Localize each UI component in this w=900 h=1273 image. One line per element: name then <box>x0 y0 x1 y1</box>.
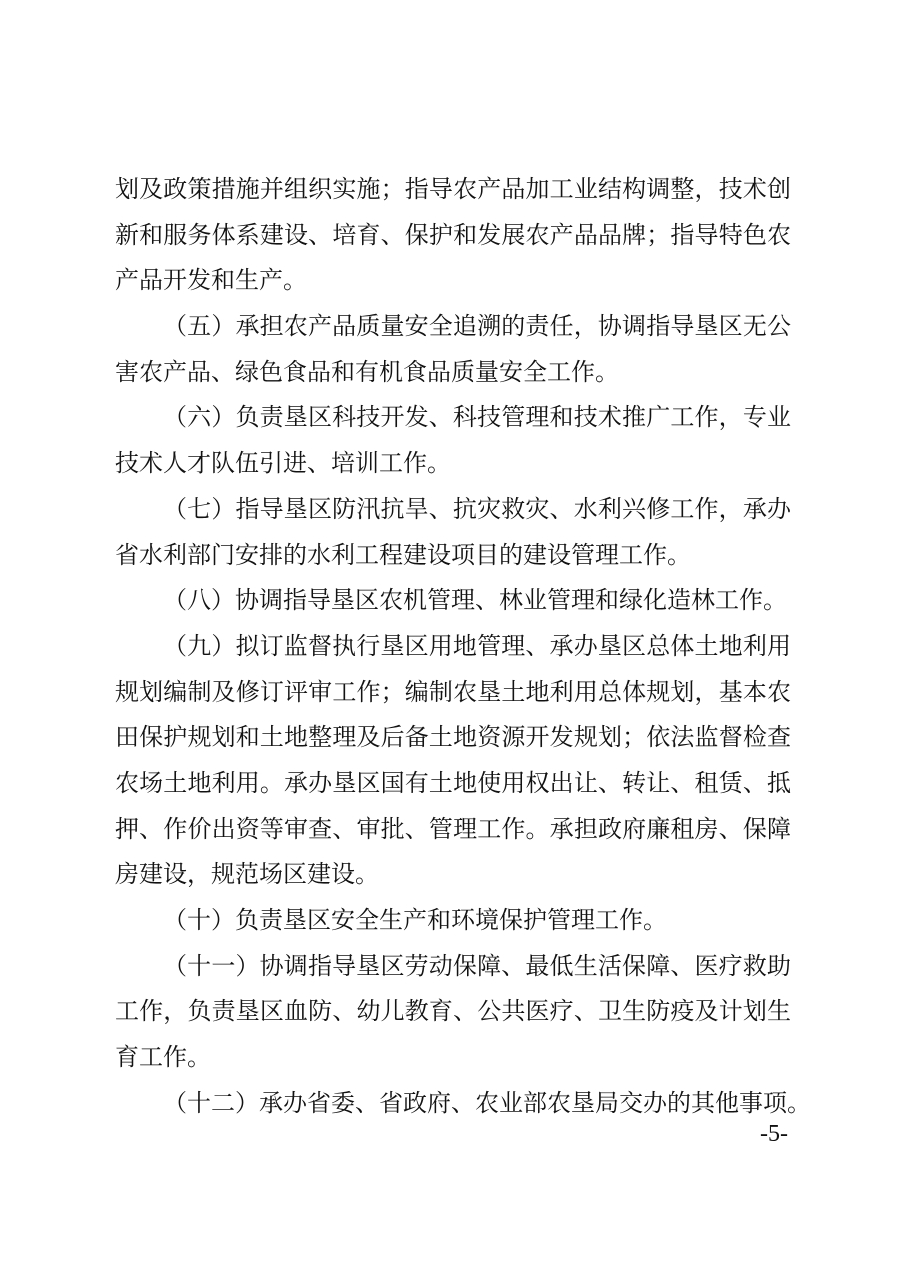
text-line: （七）指导垦区防汛抗旱、抗灾救灾、水利兴修工作，承办 <box>163 496 791 523</box>
text-line: （十）负责垦区安全生产和环境保护管理工作。 <box>163 908 667 934</box>
text-line: 新和服务体系建设、培育、保护和发展农产品品牌；指导特色农 <box>115 222 791 249</box>
text-line: 田保护规划和土地整理及后备土地资源开发规划；依法监督检查 <box>115 725 791 752</box>
text-line: （五）承担农产品质量安全追溯的责任，协调指导垦区无公 <box>163 314 791 341</box>
text-line: （十二）承办省委、省政府、农业部农垦局交办的其他事项。 <box>163 1090 811 1117</box>
text-line: 划及政策措施并组织实施；指导农产品加工业结构调整，技术创 <box>115 177 791 203</box>
text-line: 省水利部门安排的水利工程建设项目的建设管理工作。 <box>115 542 691 569</box>
document-body <box>115 168 811 1127</box>
text-line: 技术人才队伍引进、培训工作。 <box>115 451 451 478</box>
text-line: 害农产品、绿色食品和有机食品质量安全工作。 <box>115 359 619 386</box>
text-line: 产品开发和生产。 <box>115 268 307 295</box>
text-line: 工作，负责垦区血防、幼儿教育、公共医疗、卫生防疫及计划生 <box>115 999 791 1026</box>
text-line: 农场土地利用。承办垦区国有土地使用权出让、转让、租赁、抵 <box>115 770 791 797</box>
text-line: （八）协调指导垦区农机管理、林业管理和绿化造林工作。 <box>163 588 787 615</box>
text-line: 育工作。 <box>115 1045 211 1072</box>
text-line: （十一）协调指导垦区劳动保障、最低生活保障、医疗救助 <box>163 953 791 980</box>
text-line: 房建设，规范场区建设。 <box>115 862 379 889</box>
text-line: （九）拟订监督执行垦区用地管理、承办垦区总体土地利用 <box>163 633 791 660</box>
text-line: 押、作价出资等审查、审批、管理工作。承担政府廉租房、保障 <box>115 816 791 843</box>
page-number: -5- <box>760 1121 788 1147</box>
text-line: （六）负责垦区科技开发、科技管理和技术推广工作，专业 <box>163 405 791 432</box>
text-line: 规划编制及修订评审工作；编制农垦土地利用总体规划，基本农 <box>115 679 791 706</box>
